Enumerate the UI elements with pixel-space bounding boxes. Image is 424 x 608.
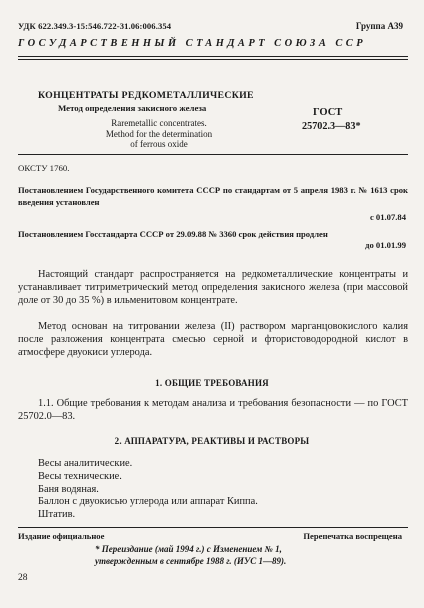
list-item: Баня водяная.	[38, 483, 99, 495]
state-standard-banner: ГОСУДАРСТВЕННЫЙ СТАНДАРТ СОЮЗА ССР	[18, 38, 367, 49]
gost-label: ГОСТ	[313, 107, 343, 118]
footnote-line: * Переиздание (май 1994 г.) с Изменением № 1,	[95, 544, 282, 554]
list-item: Весы технические.	[38, 470, 122, 482]
list-item: Штатив.	[38, 509, 76, 521]
reprint-notice: Перепечатка воспрещена	[303, 531, 402, 541]
decree-first: Постановлением Государственного комитета СССР по стандартам от 5 апреля 1983 г. № 1613 срок введения установлен	[18, 185, 408, 207]
udk-code: УДК 622.349.3-15:546.722-31.06:006.354	[18, 21, 172, 31]
list-item: Весы аналитические.	[38, 458, 133, 469]
okstu-code: ОКСТУ 1760.	[18, 163, 70, 173]
page-number: 28	[18, 573, 28, 583]
english-title	[84, 118, 234, 150]
equipment-list	[38, 458, 258, 522]
header-rule-bottom	[18, 59, 408, 60]
footer-rule	[18, 527, 408, 528]
body-paragraph-scope: Настоящий стандарт распространяется на редкометаллические концентраты и устанавливает титриметрический метод определения закисного железа (при массовой доле от 30 до 35 %) в ильменитовом концентрате.	[18, 269, 408, 306]
decree-first-date: с 01.07.84	[369, 212, 406, 222]
document-title: КОНЦЕНТРАТЫ РЕДКОМЕТАЛЛИЧЕСКИЕ	[38, 90, 254, 101]
section-2-heading: 2. АППАРАТУРА, РЕАКТИВЫ И РАСТВОРЫ	[114, 436, 310, 446]
section-1-text: 1.1. Общие требования к методам анализа и требования безопасности — по ГОСТ 25702.0—83.	[18, 398, 408, 422]
english-title-line: Method for the determination	[105, 128, 213, 139]
english-title-line: Raremetallic concentrates.	[111, 118, 207, 128]
document-subtitle: Метод определения закисного железа	[58, 103, 207, 113]
header-rule-top	[18, 56, 408, 57]
official-edition-label: Издание официальное	[18, 531, 105, 541]
decree-second-date: до 01.01.99	[365, 240, 406, 250]
section-1-heading: 1. ОБЩИЕ ТРЕБОВАНИЯ	[155, 378, 269, 388]
footnote-line: утвержденным в сентябре 1988 г. (ИУС 1—89).	[95, 555, 287, 566]
list-item: Баллон с двуокисью углерода или аппарат Киппа.	[38, 496, 258, 508]
gost-number: 25702.3—83*	[302, 121, 361, 132]
body-paragraph-method: Метод основан на титровании железа (II) раствором марганцовокислого калия после разложения концентрата смесью серной и фтористоводородной кислот в атмосфере двуокиси углерода.	[18, 321, 408, 358]
english-title-line: of ferrous oxide	[130, 139, 188, 149]
title-block-rule	[18, 154, 408, 155]
reissue-footnote	[95, 544, 395, 567]
decree-second: Постановлением Госстандарта СССР от 29.09.88 № 3360 срок действия продлен	[18, 229, 328, 239]
group-code: Группа А39	[355, 21, 403, 31]
